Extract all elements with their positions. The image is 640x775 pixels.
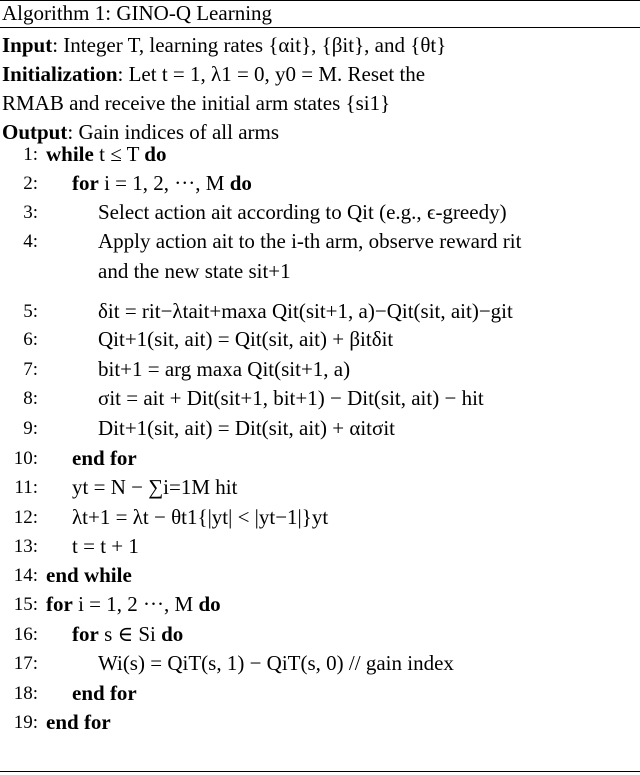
algorithm-caption: Algorithm 1: GINO-Q Learning (2, 1, 273, 25)
line-code: for i = 1, 2, ···, M do (72, 171, 252, 195)
algorithm-line (0, 649, 640, 678)
input-text: : Integer T, learning rates {αit}, {βit}, and {θt} (52, 33, 447, 57)
line-number: 16: (13, 624, 38, 645)
line-code: yt = N − ∑i=1M hit (72, 475, 238, 499)
algorithm-line (0, 590, 640, 619)
line-code: Apply action ait to the i-th arm, observe reward rit (98, 229, 522, 253)
line-code: t = t + 1 (72, 534, 139, 558)
line-number: 4: (23, 231, 38, 252)
algorithm-line (0, 679, 640, 708)
line-number: 18: (13, 683, 38, 704)
algorithm-line (0, 708, 640, 737)
line-code: λt+1 = λt − θt1{|yt| < |yt−1|}yt (72, 505, 329, 529)
init-text-1: : Let t = 1, λ1 = 0, y0 = M. Reset the (117, 62, 426, 86)
line-code: and the new state sit+1 (98, 259, 291, 283)
line-number: 7: (23, 359, 38, 380)
init-line-1 (2, 61, 638, 88)
line-code: end for (46, 710, 111, 734)
caption-rule (0, 27, 640, 28)
algorithm-line (0, 297, 640, 326)
init-line-2: RMAB and receive the initial arm states {si1} (2, 91, 391, 115)
line-number: 12: (13, 507, 38, 528)
output-text: : Gain indices of all arms (67, 120, 280, 144)
algorithm-line (0, 414, 640, 443)
line-code: Wi(s) = QiT(s, 1) − QiT(s, 0) // gain index (98, 651, 454, 675)
line-number: 6: (23, 329, 38, 350)
input-line (2, 32, 638, 59)
algorithm-line (0, 257, 640, 286)
line-code: for s ∈ Si do (72, 622, 184, 646)
line-code: end for (72, 446, 137, 470)
line-number: 8: (23, 388, 38, 409)
line-number: 13: (13, 536, 38, 557)
algorithm-line (0, 561, 640, 590)
algorithm-line (0, 473, 640, 502)
line-code: for i = 1, 2 ···, M do (46, 592, 221, 616)
line-number: 9: (23, 418, 38, 439)
line-code: Select action ait according to Qit (e.g., ϵ-greedy) (98, 200, 507, 224)
line-number: 11: (14, 477, 38, 498)
algorithm-line (0, 325, 640, 354)
algorithm-line (0, 444, 640, 473)
algorithm-line (0, 384, 640, 413)
algorithm-line (0, 227, 640, 256)
line-code: δit = rit−λtait+maxa Qit(sit+1, a)−Qit(sit, ait)−git (98, 299, 513, 323)
line-code: σit = ait + Dit(sit+1, bit+1) − Dit(sit, ait) − hit (98, 386, 484, 410)
line-number: 5: (23, 301, 38, 322)
line-number: 10: (13, 448, 38, 469)
algorithm-line (0, 503, 640, 532)
line-number: 2: (23, 173, 38, 194)
output-label: Output (2, 120, 68, 144)
input-label: Input (2, 33, 53, 57)
line-number: 17: (13, 653, 38, 674)
line-number: 3: (23, 202, 38, 223)
line-code: end for (72, 681, 137, 705)
line-code: Dit+1(sit, ait) = Dit(sit, ait) + αitσit (98, 416, 396, 440)
algorithm-line (0, 140, 640, 169)
init-label: Initialization (2, 62, 118, 86)
line-code: Qit+1(sit, ait) = Qit(sit, ait) + βitδit (98, 327, 394, 351)
algorithm-line (0, 355, 640, 384)
line-number: 15: (13, 594, 38, 615)
line-code: end while (46, 563, 132, 587)
algorithm-line (0, 532, 640, 561)
bottom-rule (0, 771, 640, 772)
algorithm-line (0, 620, 640, 649)
line-code: while t ≤ T do (46, 142, 167, 166)
line-code: bit+1 = arg maxa Qit(sit+1, a) (98, 357, 351, 381)
line-number: 14: (13, 565, 38, 586)
line-number: 19: (13, 712, 38, 733)
algorithm-line (0, 198, 640, 227)
algorithm-line (0, 169, 640, 198)
line-number: 1: (23, 144, 38, 165)
